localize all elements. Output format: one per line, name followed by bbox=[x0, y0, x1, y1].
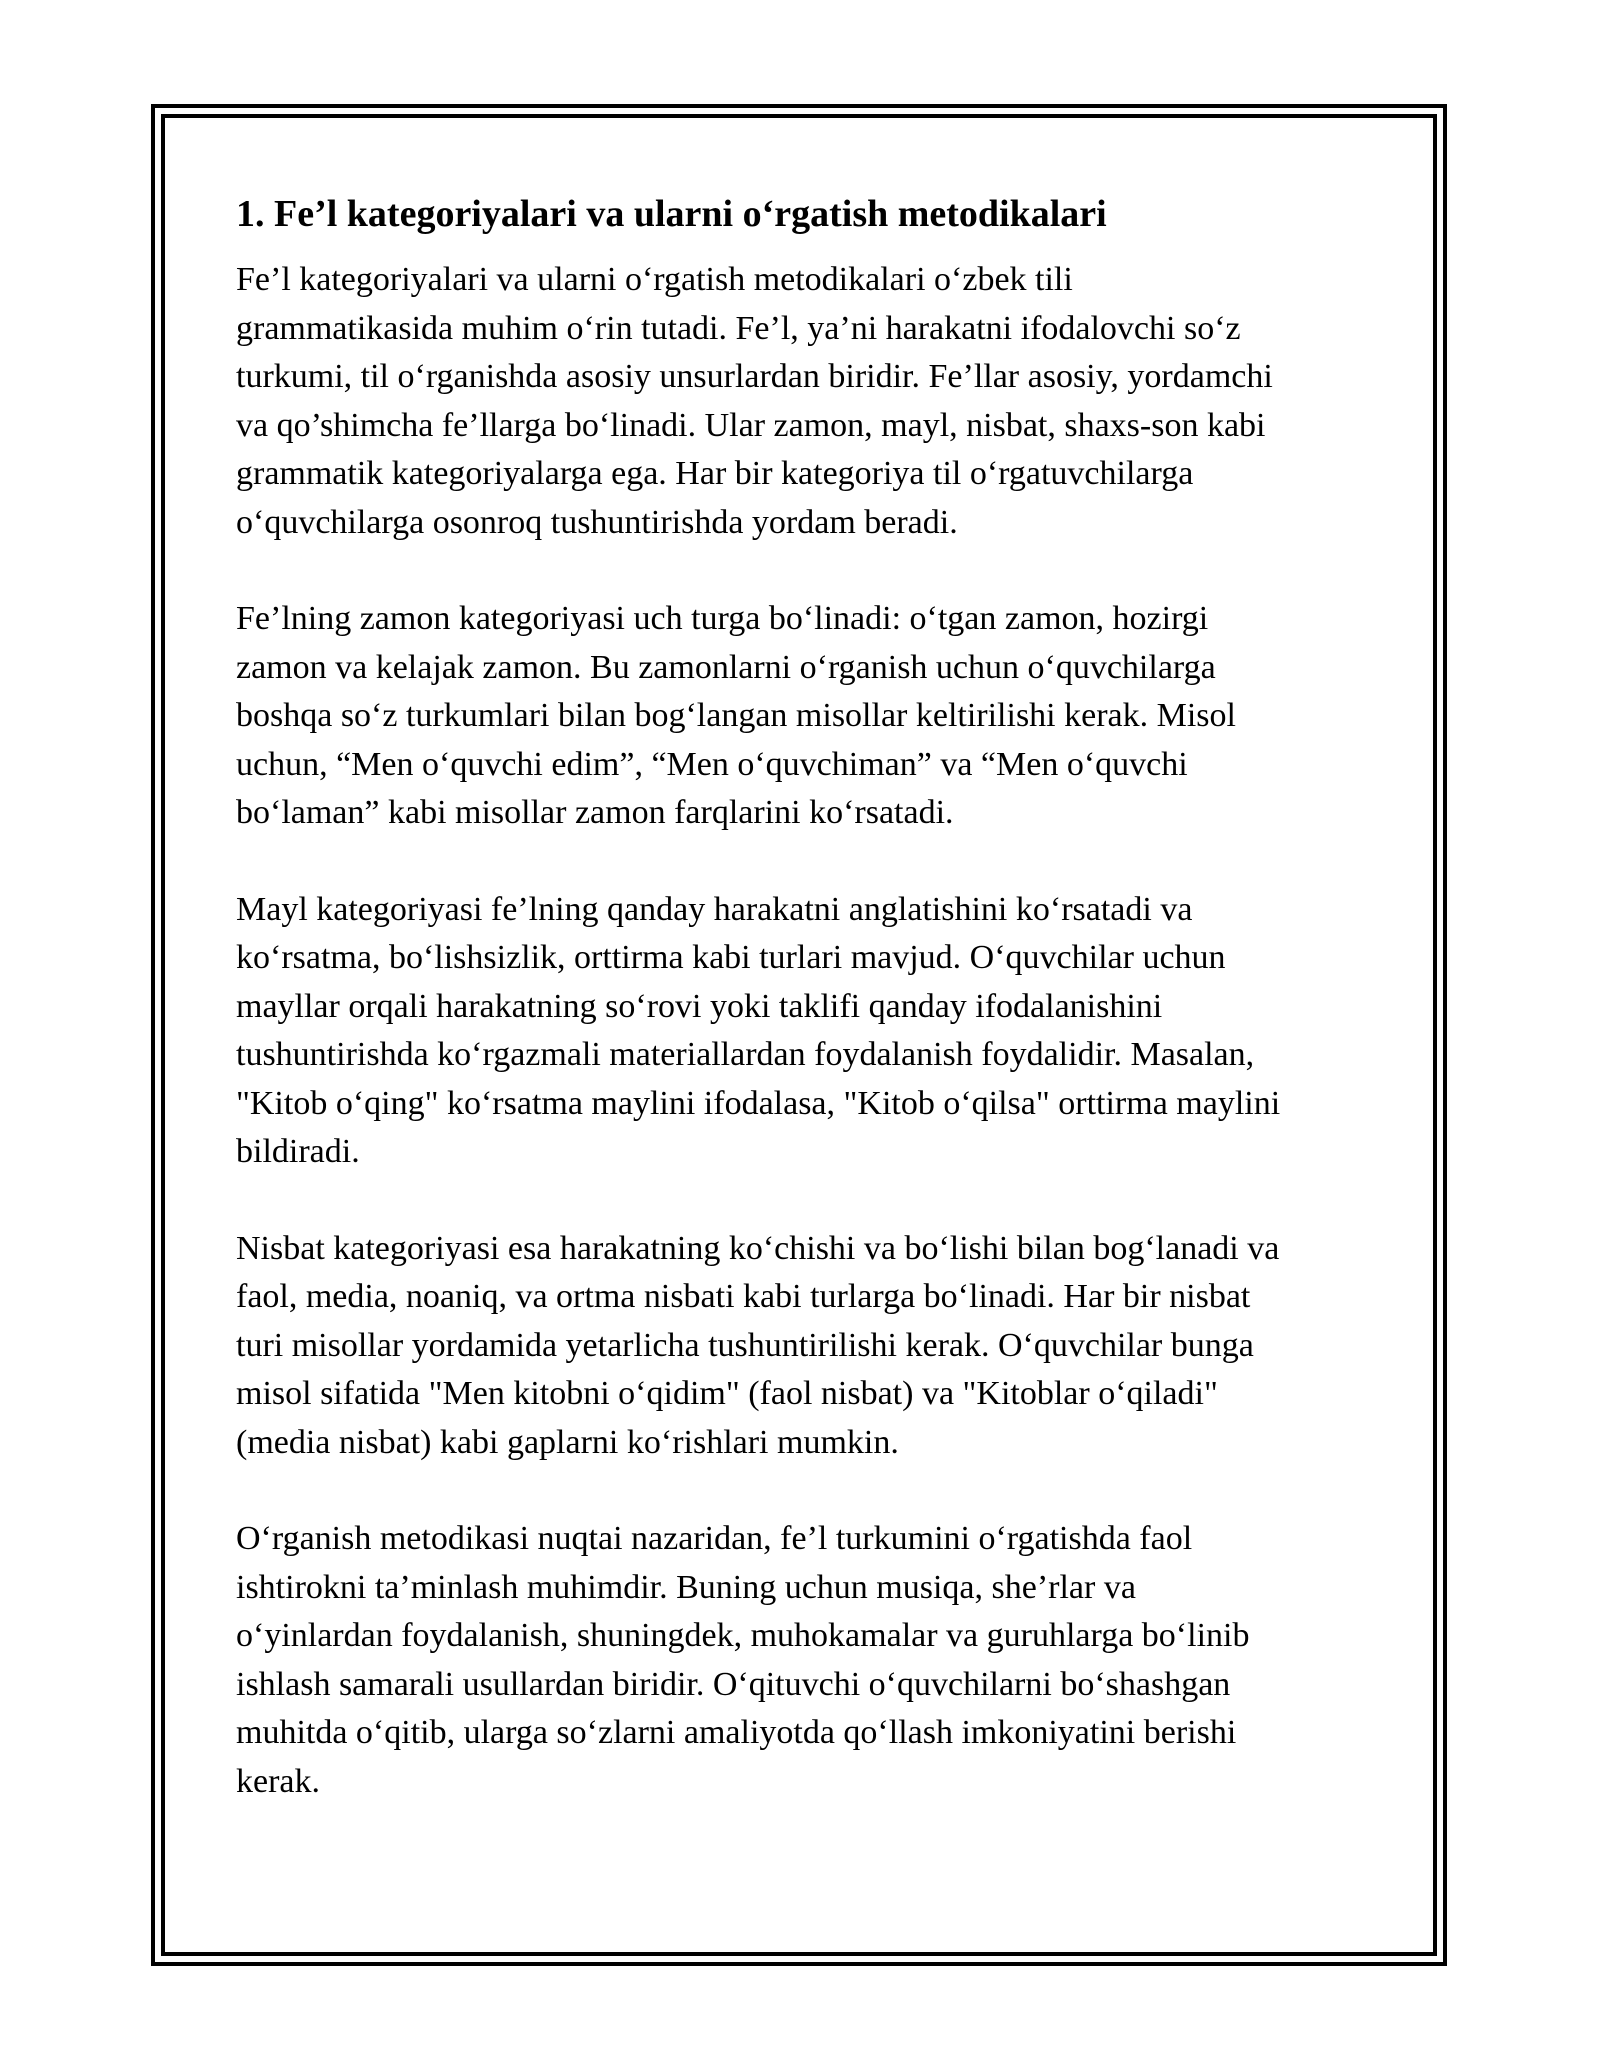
paragraph-tense: Fe’lning zamon kategoriyasi uch turga bo‘linadi: o‘tgan zamon, hozirgi zamon va kelajak zamon. Bu zamonlarni o‘rganish uchun o‘quvchilarga boshqa so‘z turkumlari bilan bog‘langan misollar keltirilishi kerak. Misol uchun, “Men o‘quvchi edim”, “Men o‘quvchiman” va “Men o‘quvchi bo‘laman” kabi misollar zamon farqlarini ko‘rsatadi. bbox=[236, 600, 1236, 831]
paragraph-voice: Nisbat kategoriyasi esa harakatning ko‘chishi va bo‘lishi bilan bog‘lanadi va faol, media, noaniq, va ortma nisbati kabi turlarga bo‘linadi. Har bir nisbat turi misollar yordamida yetarlicha tushuntirilishi kerak. O‘quvchilar bunga misol sifatida "Men kitobni o‘qidim" (faol nisbat) va "Kitoblar o‘qiladi" (media nisbat) kabi gaplarni ko‘rishlari mumkin. bbox=[236, 1229, 1280, 1461]
document-body bbox=[236, 186, 1366, 1806]
paragraph-methodology: O‘rganish metodikasi nuqtai nazaridan, fe’l turkumini o‘rgatishda faol ishtirokni ta’minlash muhimdir. Buning uchun musiqa, she’rlar va o‘yinlardan foydalanish, shuningdek, muhokamalar va guruhlarga bo‘linib ishlash samarali usullardan biridir. O‘qituvchi o‘quvchilarni bo‘shashgan muhitda o‘qitib, ularga so‘zlarni amaliyotda qo‘llash imkoniyatini berishi kerak. bbox=[236, 1520, 1250, 1800]
section-heading: 1. Fe’l kategoriyalari va ularni o‘rgatish metodikalari bbox=[236, 193, 1107, 235]
paragraph-mood: Mayl kategoriyasi fe’lning qanday harakatni anglatishini ko‘rsatadi va ko‘rsatma, bo‘lishsizlik, orttirma kabi turlari mavjud. O‘quvchilar uchun mayllar orqali harakatning so‘rovi yoki taklifi qanday ifodalanishini tushuntirishda ko‘rgazmali materiallardan foydalanish foydalidir. Masalan, "Kitob o‘qing" ko‘rsatma maylini ifodalasa, "Kitob o‘qilsa" orttirma maylini bildiradi. bbox=[236, 890, 1281, 1170]
paragraph-intro: Fe’l kategoriyalari va ularni o‘rgatish metodikalari o‘zbek tili grammatikasida muhim o‘rin tutadi. Fe’l, ya’ni harakatni ifodalovchi so‘z turkumi, til o‘rganishda asosiy unsurlardan biridir. Fe’llar asosiy, yordamchi va qo’shimcha fe’llarga bo‘linadi. Ular zamon, mayl, nisbat, shaxs-son kabi grammatik kategoriyalarga ega. Har bir kategoriya til o‘rgatuvchilarga o‘quvchilarga osonroq tushuntirishda yordam beradi. bbox=[236, 261, 1273, 541]
